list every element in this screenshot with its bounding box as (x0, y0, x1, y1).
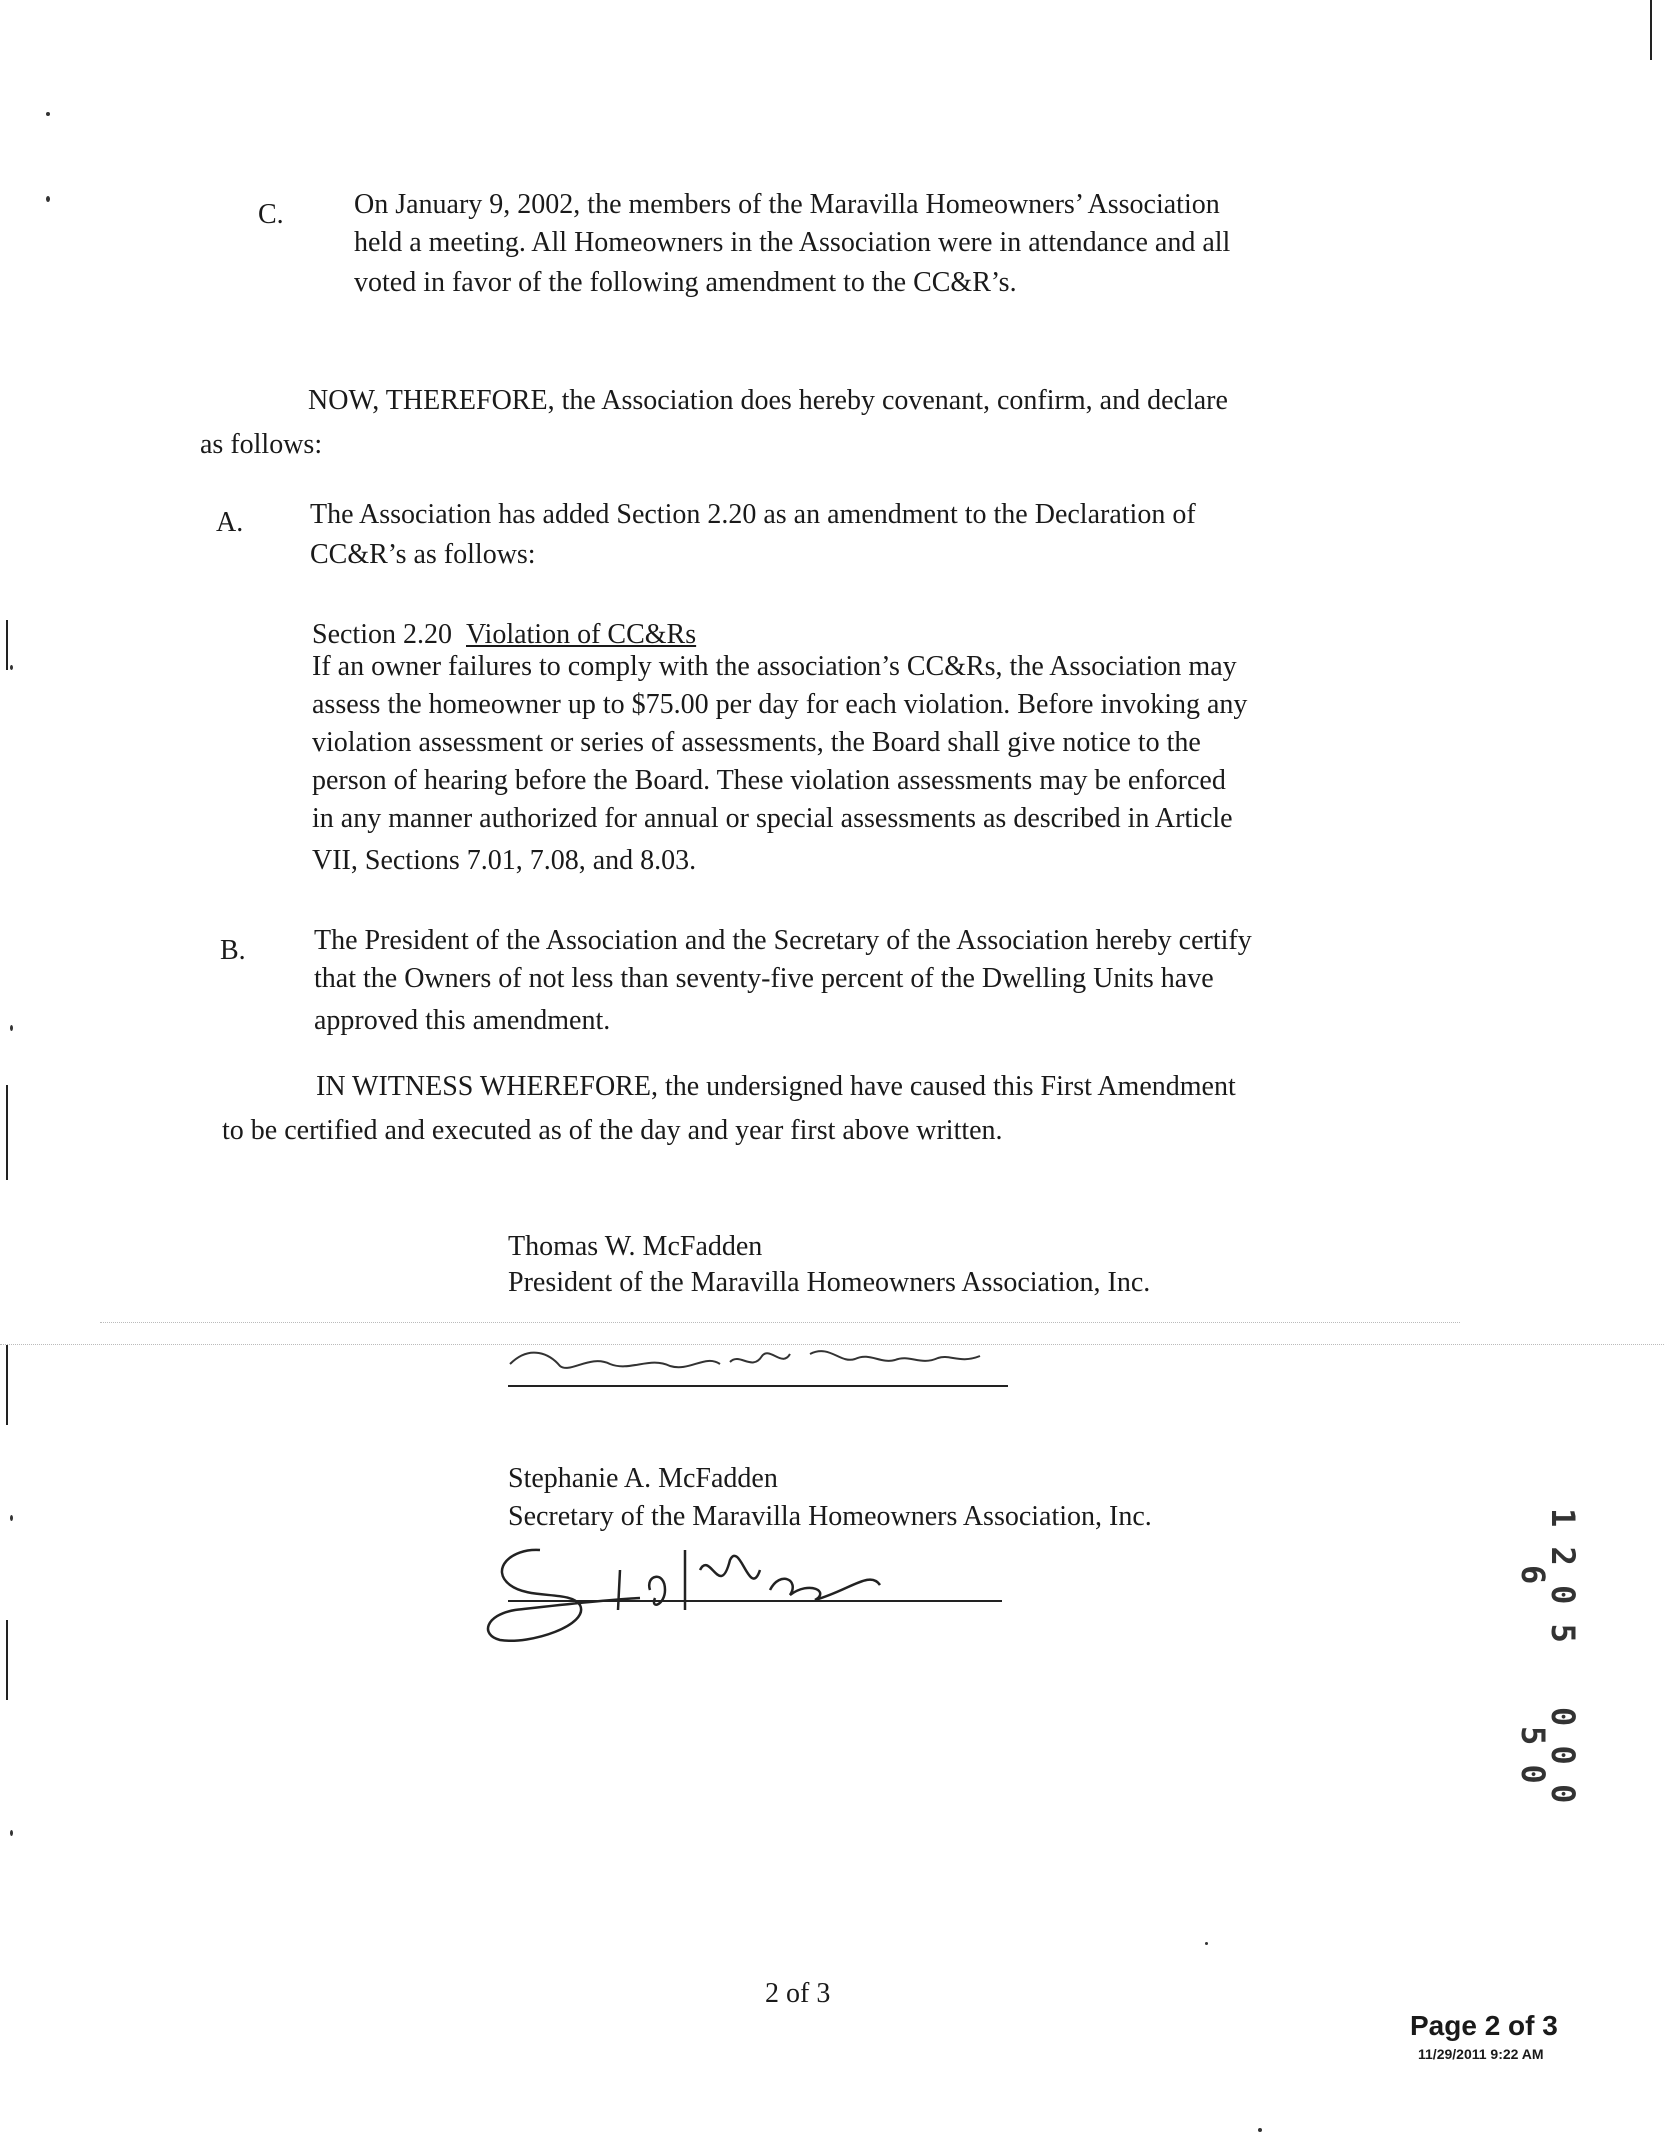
item-a-line: CC&R’s as follows: (310, 539, 536, 570)
item-b-line: approved this amendment. (314, 1005, 611, 1036)
scan-speck (10, 1025, 13, 1031)
side-stamp-bottom: 0 0 0 5 0 (1514, 1706, 1582, 1804)
scan-edge-mark (1650, 0, 1652, 60)
section-body-line: violation assessment or series of assessments, the Board shall give notice to the (312, 727, 1201, 758)
item-b-label: B. (220, 935, 246, 966)
scan-speck (1258, 2128, 1262, 2132)
item-a-label: A. (216, 507, 244, 538)
scan-speck (46, 196, 50, 202)
scan-edge-mark (6, 1620, 8, 1700)
now-therefore-line: as follows: (200, 429, 323, 460)
signer-name: Thomas W. McFadden (508, 1231, 763, 1262)
scan-dotted-line (100, 1322, 1460, 1323)
scan-edge-mark (6, 1085, 8, 1180)
section-c-line: voted in favor of the following amendment to the CC&R’s. (354, 267, 1017, 298)
footer-timestamp: 11/29/2011 9:22 AM (1418, 2046, 1544, 2062)
item-b-line: that the Owners of not less than seventy-five percent of the Dwelling Units have (314, 963, 1214, 994)
witness-line: to be certified and executed as of the day and year first above written. (222, 1115, 1003, 1146)
now-therefore-line: NOW, THEREFORE, the Association does hereby covenant, confirm, and declare (308, 385, 1228, 416)
section-heading-number: Section 2.20 (312, 619, 452, 650)
scan-edge-mark (6, 620, 8, 670)
section-body-line: If an owner failures to comply with the association’s CC&Rs, the Association may (312, 651, 1237, 682)
footer-page-label: Page 2 of 3 (1410, 2010, 1558, 2041)
scan-speck (10, 665, 13, 670)
section-c-line: held a meeting. All Homeowners in the Association were in attendance and all (354, 227, 1231, 258)
witness-line: IN WITNESS WHEREFORE, the undersigned have caused this First Amendment (316, 1071, 1236, 1102)
scan-speck (10, 1830, 13, 1836)
item-a-line: The Association has added Section 2.20 as an amendment to the Declaration of (310, 499, 1196, 530)
signer-name: Stephanie A. McFadden (508, 1463, 778, 1494)
section-c-label: C. (258, 199, 284, 230)
president-signature (490, 1324, 1010, 1394)
side-stamp-top: 1 2 0 5 6 (1514, 1507, 1582, 1643)
scan-speck (1205, 1942, 1208, 1945)
signer-title: Secretary of the Maravilla Homeowners Association, Inc. (508, 1501, 1152, 1532)
signature-stroke (510, 1351, 980, 1368)
signature-stroke (488, 1550, 880, 1641)
section-body-line: assess the homeowner up to $75.00 per day for each violation. Before invoking any (312, 689, 1248, 720)
page-number: 2 of 3 (765, 1978, 831, 2009)
signature-line (508, 1600, 1002, 1602)
section-body-line: in any manner authorized for annual or special assessments as described in Article (312, 803, 1233, 834)
item-b-line: The President of the Association and the Secretary of the Association hereby certify (314, 925, 1252, 956)
signature-line (508, 1385, 1008, 1387)
scan-edge-mark (6, 1345, 8, 1425)
scan-speck (10, 1515, 13, 1521)
section-heading-title: Violation of CC&Rs (466, 619, 697, 650)
scan-speck (46, 112, 50, 116)
section-body-line: person of hearing before the Board. These violation assessments may be enforced (312, 765, 1226, 796)
section-c-line: On January 9, 2002, the members of the Maravilla Homeowners’ Association (354, 189, 1220, 220)
signer-title: President of the Maravilla Homeowners Association, Inc. (508, 1267, 1151, 1298)
section-body-line: VII, Sections 7.01, 7.08, and 8.03. (312, 845, 697, 876)
